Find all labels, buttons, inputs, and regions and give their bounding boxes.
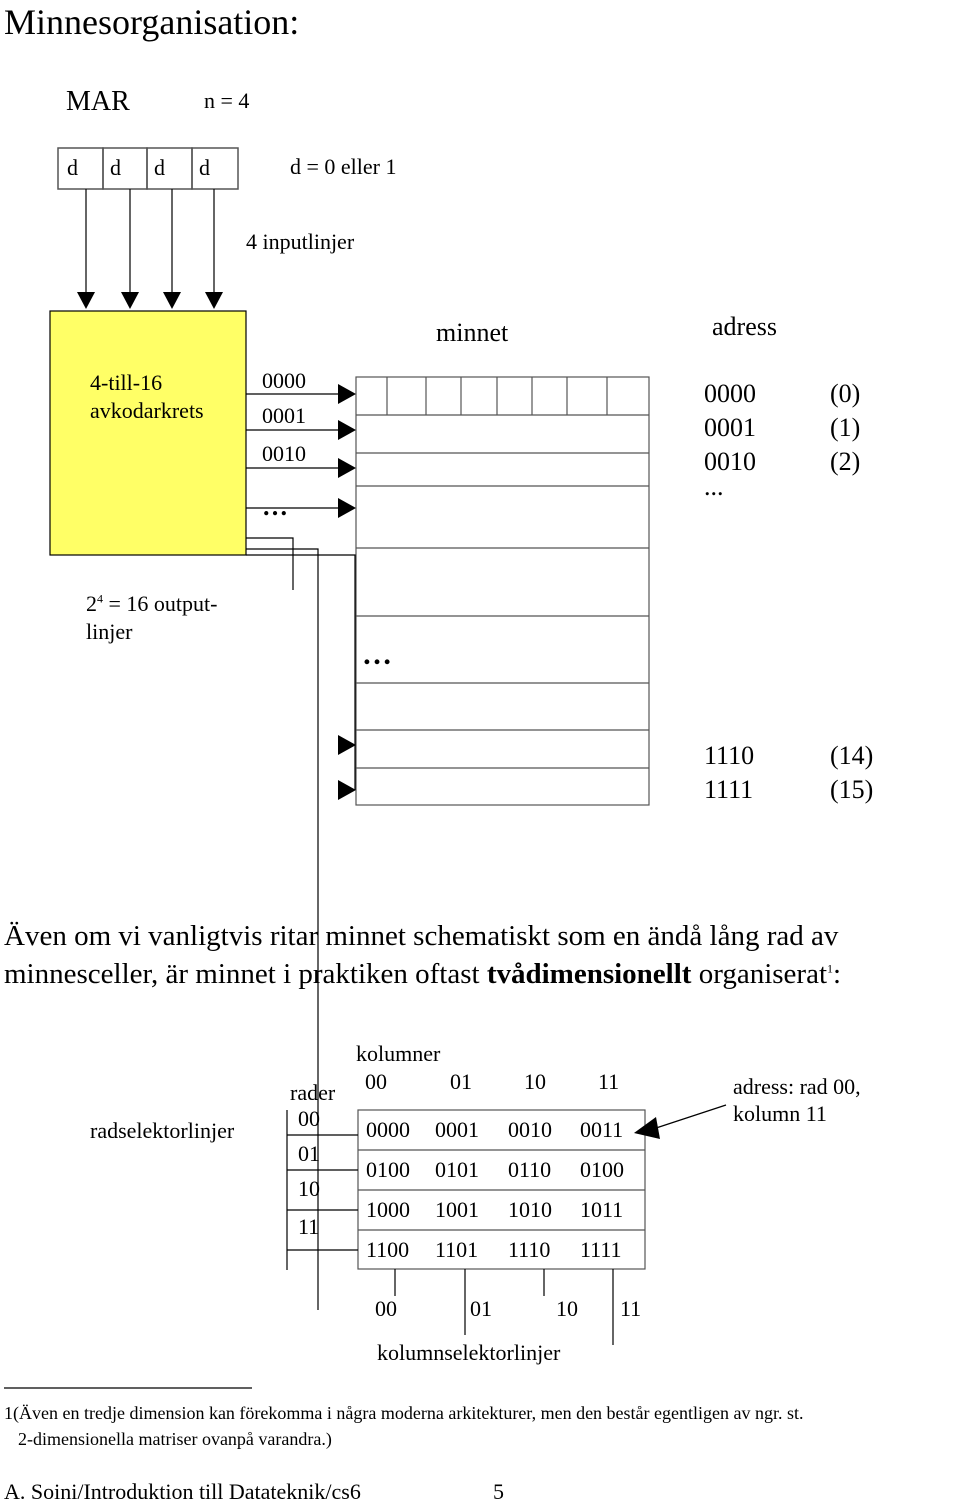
matrix-cell: 0011 [580, 1117, 624, 1142]
matrix-cell: 0110 [508, 1157, 552, 1182]
mar-bit-3: d [154, 155, 165, 180]
input-arrow-4 [205, 292, 223, 309]
row-arrow-1111 [338, 780, 356, 800]
matrix-cell: 1101 [435, 1237, 479, 1262]
address-bin-2: 0010 [704, 447, 756, 476]
page-title: Minnesorganisation: [4, 2, 300, 42]
mar-bit-2: d [110, 155, 121, 180]
memory-column [356, 377, 649, 805]
input-arrowheads [77, 292, 223, 309]
decoder-out-0010: 0010 [262, 441, 306, 466]
matrix-cell: 1111 [580, 1237, 622, 1262]
input-lines [86, 189, 214, 294]
memory-dots: … [362, 638, 392, 671]
footnote-ref: 1 [827, 961, 834, 976]
matrix-cell: 0101 [435, 1157, 479, 1182]
matrix-cell: 0010 [508, 1117, 552, 1142]
bottom-col-id-01: 01 [470, 1296, 492, 1321]
mar-d-note: d = 0 eller 1 [290, 154, 397, 179]
footer-page-number: 5 [493, 1479, 504, 1504]
decoder-out-dots: … [262, 492, 288, 521]
col-id-10: 10 [524, 1069, 546, 1094]
input-arrow-2 [121, 292, 139, 309]
decoder-output-lines [246, 394, 355, 1310]
address-dec-0: (0) [830, 379, 861, 408]
footer-text: A. Soini/Introduktion till Datateknik/cs6 [4, 1479, 361, 1504]
address-dec-1: (1) [830, 413, 861, 442]
annotation-arrowhead [634, 1117, 660, 1139]
col-id-11: 11 [598, 1069, 620, 1094]
row-id-01: 01 [298, 1141, 320, 1166]
address-bin-0: 0000 [704, 379, 756, 408]
mar-register [58, 148, 238, 189]
mar-label: MAR [66, 86, 130, 117]
matrix-cell: 1001 [435, 1197, 479, 1222]
matrix-cell: 1000 [366, 1197, 410, 1222]
footnote-line-1: 1(Även en tredje dimension kan förekomma i några moderna arkitekturer, men den består egentligen av ngr. st. [4, 1403, 804, 1423]
mar-bit-box-1 [58, 148, 103, 189]
decoder-out-0000: 0000 [262, 368, 306, 393]
bottom-col-id-11: 11 [620, 1296, 642, 1321]
decoder-label-line2: avkodarkrets [90, 398, 204, 423]
paragraph-line-1: Även om vi vanligtvis ritar minnet schematiskt som en ändå lång rad av [4, 920, 839, 952]
matrix-cell: 0100 [366, 1157, 410, 1182]
address-dec-2: (2) [830, 447, 861, 476]
annotation-line-1: adress: rad 00, [733, 1074, 861, 1099]
mar-n: n = 4 [204, 88, 250, 113]
row-arrow-1110 [338, 735, 356, 755]
address-dec-15: (15) [830, 775, 874, 804]
address-bin-15: 1111 [704, 775, 754, 804]
decoder-outputs-label-line2: linjer [86, 619, 133, 644]
row-arrow-0010 [338, 458, 356, 478]
emphasis-tvadimensionellt: tvådimensionellt [486, 958, 692, 990]
input-arrow-3 [163, 292, 181, 309]
input-lines-label: 4 inputlinjer [246, 229, 355, 254]
bottom-col-id-00: 00 [375, 1296, 397, 1321]
adress-label: adress [712, 312, 777, 341]
matrix-cell: 1100 [366, 1237, 410, 1262]
row-id-11: 11 [298, 1214, 320, 1239]
matrix-cell: 1011 [580, 1197, 624, 1222]
bottom-col-id-10: 10 [556, 1296, 578, 1321]
mar-bit-1: d [67, 155, 78, 180]
decoder-output-arrowheads [338, 384, 356, 800]
matrix-cell: 1010 [508, 1197, 552, 1222]
decoder-box [50, 311, 246, 555]
address-bin-14: 1110 [704, 741, 755, 770]
decoder-out-0001: 0001 [262, 403, 306, 428]
annotation-arrow-line [650, 1105, 726, 1130]
input-arrow-1 [77, 292, 95, 309]
matrix-cell: 1110 [508, 1237, 551, 1262]
col-id-00: 00 [365, 1069, 387, 1094]
columns-label: kolumner [356, 1041, 441, 1066]
address-dots: ... [704, 472, 724, 501]
annotation-line-2: kolumn 11 [733, 1101, 827, 1126]
matrix-cell: 0100 [580, 1157, 624, 1182]
matrix-cell: 0001 [435, 1117, 479, 1142]
column-selector-lines [395, 1269, 613, 1345]
rows-label: rader [290, 1080, 336, 1105]
column-selector-label: kolumnselektorlinjer [377, 1340, 561, 1365]
decoder-outputs-label: $2^4 = 16$ output- [86, 591, 218, 616]
row-arrow-0001 [338, 420, 356, 440]
footnote-line-2: 2-dimensionella matriser ovanpå varandra.) [18, 1429, 332, 1449]
decoder-label-line1: 4-till-16 [90, 370, 163, 395]
address-bin-1: 0001 [704, 413, 756, 442]
row-arrow-0000 [338, 384, 356, 404]
row-arrow-0011 [338, 498, 356, 518]
row-id-10: 10 [298, 1176, 320, 1201]
mar-bit-4: d [199, 155, 210, 180]
address-dec-14: (14) [830, 741, 874, 770]
memory-label: minnet [436, 318, 509, 347]
row-id-00: 00 [298, 1106, 320, 1131]
matrix-cell: 0000 [366, 1117, 410, 1142]
paragraph-line-2: minnesceller, är minnet i praktiken oftast tvådimensionellt organiserat$^1$: [4, 958, 842, 990]
row-selector-label: radselektorlinjer [90, 1118, 235, 1143]
col-id-01: 01 [450, 1069, 472, 1094]
